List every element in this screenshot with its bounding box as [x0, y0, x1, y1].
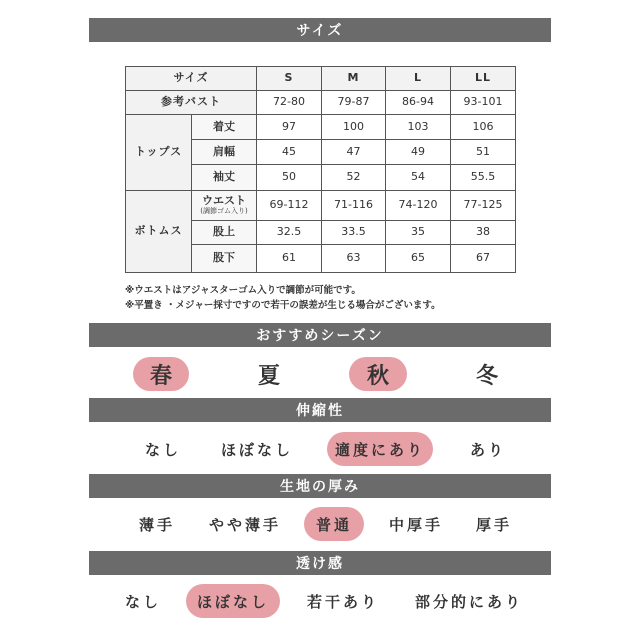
size-section-header: サイズ [89, 18, 551, 42]
thickness-section-header: 生地の厚み [89, 474, 551, 498]
waist-label: ウエスト [202, 194, 246, 208]
table-cell: 51 [451, 140, 516, 165]
table-cell: 67 [451, 245, 516, 273]
season-summer: 夏 [257, 363, 280, 389]
table-cell: 74-120 [386, 191, 451, 221]
stretch-option-yes: あり [469, 440, 506, 459]
row-label: 股上 [192, 221, 257, 245]
waist-note: (調節ゴム入り) [200, 207, 248, 216]
size-header-cell: S [257, 67, 322, 91]
table-cell: 93-101 [451, 91, 516, 115]
table-cell: 35 [386, 221, 451, 245]
table-row [126, 91, 516, 115]
table-cell: 65 [386, 245, 451, 273]
size-header-cell: M [322, 67, 386, 91]
stretch-option-none: なし [144, 440, 181, 459]
table-cell: 38 [451, 221, 516, 245]
table-row [126, 191, 516, 221]
table-cell: 79-87 [322, 91, 386, 115]
stretch-option-almost-none: ほぼなし [220, 440, 293, 459]
sheerness-option-partial: 部分的にあり [414, 592, 523, 611]
thickness-option-thin: 薄手 [138, 515, 175, 534]
sheerness-option-none: なし [124, 592, 161, 611]
row-label: 股下 [192, 245, 257, 273]
sheerness-option-almost-none: ほぼなし [186, 584, 280, 618]
table-cell: 69-112 [257, 191, 322, 221]
thickness-option-slightly-thin: やや薄手 [208, 515, 281, 534]
thickness-option-normal: 普通 [304, 507, 364, 541]
bust-label: 参考バスト [126, 91, 257, 115]
season-spring: 春 [133, 357, 189, 391]
stretch-section-header: 伸縮性 [89, 398, 551, 422]
table-cell: 106 [451, 115, 516, 140]
row-label: 袖丈 [192, 165, 257, 191]
size-table [125, 66, 516, 273]
table-cell: 97 [257, 115, 322, 140]
table-cell: 55.5 [451, 165, 516, 191]
table-cell: 32.5 [257, 221, 322, 245]
table-cell: 49 [386, 140, 451, 165]
table-cell: 52 [322, 165, 386, 191]
season-winter: 冬 [475, 363, 498, 389]
row-label: 着丈 [192, 115, 257, 140]
table-cell: 71-116 [322, 191, 386, 221]
sheerness-option-slight: 若干あり [306, 592, 379, 611]
table-cell: 47 [322, 140, 386, 165]
season-autumn: 秋 [349, 357, 407, 391]
sheerness-section-header: 透け感 [89, 551, 551, 575]
season-section-header: おすすめシーズン [89, 323, 551, 347]
note-line: ※ウエストはアジャスターゴム入りで調節が可能です。 [125, 285, 361, 296]
row-label [192, 191, 257, 221]
table-cell: 54 [386, 165, 451, 191]
table-row [126, 115, 516, 140]
table-cell: 45 [257, 140, 322, 165]
table-cell: 103 [386, 115, 451, 140]
tops-label: トップス [126, 115, 192, 191]
size-header-label: サイズ [126, 67, 257, 91]
table-cell: 86-94 [386, 91, 451, 115]
size-header-cell: L [386, 67, 451, 91]
table-cell: 72-80 [257, 91, 322, 115]
thickness-option-thick: 厚手 [475, 515, 512, 534]
table-cell: 33.5 [322, 221, 386, 245]
row-label: 肩幅 [192, 140, 257, 165]
table-cell: 50 [257, 165, 322, 191]
size-header-cell: LL [451, 67, 516, 91]
note-line: ※平置き ・メジャー採寸ですので若干の誤差が生じる場合がございます。 [125, 300, 441, 311]
table-cell: 100 [322, 115, 386, 140]
table-cell: 63 [322, 245, 386, 273]
thickness-option-medium-thick: 中厚手 [388, 515, 443, 534]
table-cell: 77-125 [451, 191, 516, 221]
table-row [126, 67, 516, 91]
table-cell: 61 [257, 245, 322, 273]
bottoms-label: ボトムス [126, 191, 192, 273]
stretch-option-moderate: 適度にあり [327, 432, 433, 466]
size-notes [125, 283, 545, 313]
